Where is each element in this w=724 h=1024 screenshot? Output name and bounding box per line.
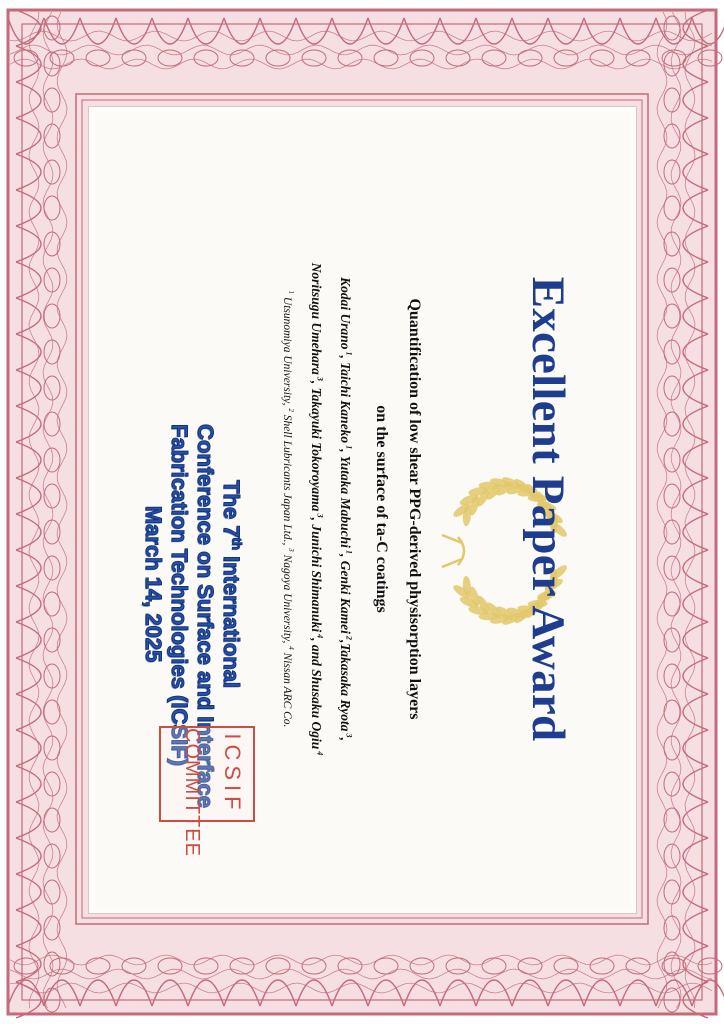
author-name: , Genki Kamei [338,554,353,634]
authors-line2 [308,106,324,912]
author-name: Shell Lubricants Japan Ltd., [281,411,293,549]
paper-title-line2: on the surface of ta-C coatings [373,405,390,613]
author-name: Kodai Urano [338,277,353,350]
author-name: Nagoya University, [281,551,293,647]
affiliation-index: 4 [286,646,294,650]
author-name: , Yutaka Mabuchi [338,449,353,548]
author-name: Nissan ARC Co. [281,649,293,728]
author-name: , [338,737,353,741]
author-name: ,Takasaka Ryota [338,639,353,732]
author-name: , and Shusaku Ogiu [309,638,324,750]
author-name: Utsunomiya University, [281,294,293,409]
affiliation-index: 3 [315,374,325,381]
conference-line2: Conference on Surface and Interface [193,424,218,808]
affiliation-index: 2 [344,633,354,640]
affiliation-index: 1 [344,547,354,555]
affiliation-index: 3 [315,511,325,518]
laurel-ribbon [442,535,464,567]
authors-line1 [337,106,353,912]
author-name: Noritsugu Umehara [309,262,324,375]
affiliation-index: 1 [344,349,354,356]
affiliations-line [281,106,293,912]
affiliation-index: 3 [286,548,294,552]
affiliation-index: 1 [344,443,354,450]
conference-line3: Fabrication Technologies (ICSIF) [167,424,192,766]
affiliation-index: 3 [344,731,354,738]
affiliation-index: 2 [286,408,294,412]
paper-title-line1: Quantification of low shear PPG-derived physisorption layers [406,298,423,720]
author-name: , Taichi Kaneko [338,355,353,444]
affiliation-index: 4 [315,749,325,756]
stamp-line1: ICSIF [220,733,245,815]
award-title: Excellent Paper Award [522,276,574,742]
conference-date: March 14, 2025 [141,505,166,663]
affiliation-index: 1 [286,290,294,295]
committee-seal-stamp [159,726,255,857]
stamp-line2: COMMITTEE [181,728,203,857]
conference-line1: The 7th International [219,479,245,689]
certificate-content [88,106,635,912]
affiliation-index: 4 [315,632,325,639]
author-name: , Takayuki Tokoroyama [309,380,324,512]
author-name: , Junichi Shimanuki [309,517,324,633]
